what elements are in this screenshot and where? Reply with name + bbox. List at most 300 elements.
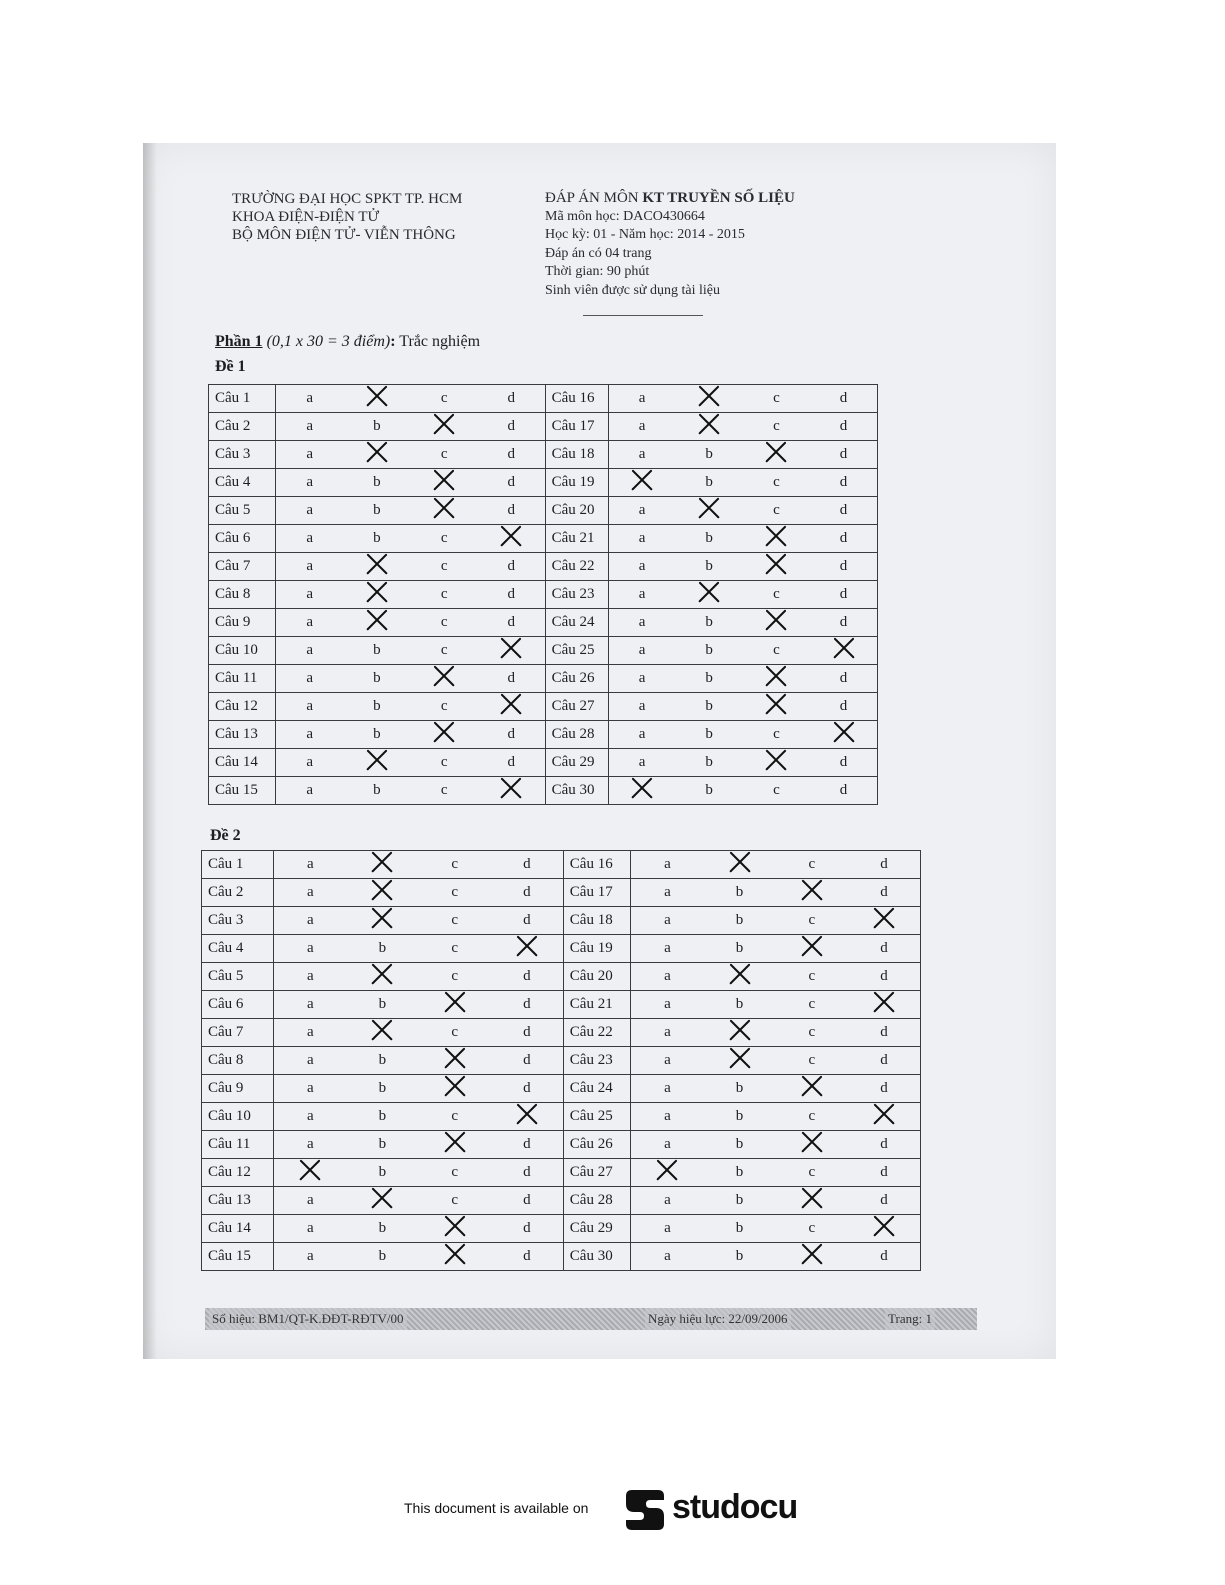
option-b: b	[703, 1131, 775, 1159]
cross-mark-icon	[370, 907, 394, 929]
cross-mark-icon	[298, 1159, 322, 1181]
option-c: c	[410, 525, 477, 553]
answer-key-title	[545, 189, 795, 208]
selected-answer-mark	[410, 497, 477, 525]
option-b: b	[703, 935, 775, 963]
cross-mark-icon	[443, 1047, 467, 1069]
cross-mark-icon	[630, 777, 654, 799]
selected-answer-mark	[410, 469, 477, 497]
cross-mark-icon	[499, 525, 523, 547]
option-b: b	[675, 525, 742, 553]
option-d: d	[491, 1187, 563, 1215]
selected-answer-mark	[810, 721, 877, 749]
question-label: Câu 24	[563, 1075, 631, 1103]
option-d: d	[491, 1075, 563, 1103]
page-number: Trang: 1	[885, 1308, 935, 1330]
cross-mark-icon	[443, 1243, 467, 1265]
option-a: a	[276, 665, 343, 693]
selected-answer-mark	[478, 637, 545, 665]
option-a: a	[276, 385, 343, 413]
option-a: a	[274, 1243, 346, 1271]
option-d: d	[810, 525, 877, 553]
selected-answer-mark	[631, 1159, 703, 1187]
selected-answer-mark	[343, 441, 410, 469]
cross-mark-icon	[800, 1075, 824, 1097]
question-label: Câu 24	[545, 609, 608, 637]
question-label: Câu 17	[545, 413, 608, 441]
option-b: b	[346, 1159, 418, 1187]
selected-answer-mark	[776, 935, 848, 963]
option-a: a	[608, 665, 675, 693]
page-edge-shadow	[143, 143, 157, 1359]
selected-answer-mark	[478, 777, 545, 805]
option-b: b	[343, 777, 410, 805]
option-d: d	[848, 1047, 920, 1075]
question-label: Câu 5	[202, 963, 274, 991]
option-d: d	[848, 935, 920, 963]
question-label: Câu 4	[202, 935, 274, 963]
selected-answer-mark	[346, 1019, 418, 1047]
option-d: d	[491, 879, 563, 907]
option-d: d	[810, 609, 877, 637]
selected-answer-mark	[419, 1243, 491, 1271]
option-b: b	[343, 637, 410, 665]
option-d: d	[810, 777, 877, 805]
option-a: a	[274, 907, 346, 935]
question-label: Câu 27	[545, 693, 608, 721]
selected-answer-mark	[419, 1215, 491, 1243]
selected-answer-mark	[343, 749, 410, 777]
studocu-brand: studocu	[672, 1488, 798, 1526]
form-number: Số hiệu: BM1/QT-K.ĐĐT-RĐTV/00	[209, 1308, 407, 1330]
option-a: a	[276, 497, 343, 525]
option-a: a	[276, 441, 343, 469]
question-label: Câu 9	[202, 1075, 274, 1103]
question-label: Câu 6	[202, 991, 274, 1019]
studocu-logo-icon	[622, 1486, 668, 1539]
option-d: d	[491, 1047, 563, 1075]
option-c: c	[776, 1215, 848, 1243]
option-a: a	[276, 581, 343, 609]
option-c: c	[419, 935, 491, 963]
option-b: b	[675, 749, 742, 777]
option-d: d	[491, 1131, 563, 1159]
scanned-page	[143, 143, 1056, 1359]
selected-answer-mark	[491, 935, 563, 963]
answer-row	[202, 1131, 921, 1159]
option-b: b	[346, 1243, 418, 1271]
option-d: d	[848, 1159, 920, 1187]
question-label: Câu 29	[545, 749, 608, 777]
question-label: Câu 19	[545, 469, 608, 497]
option-d: d	[848, 1131, 920, 1159]
question-label: Câu 14	[202, 1215, 274, 1243]
selected-answer-mark	[491, 1103, 563, 1131]
option-c: c	[776, 991, 848, 1019]
selected-answer-mark	[743, 665, 810, 693]
materials-note: Sinh viên được sử dụng tài liệu	[545, 282, 721, 298]
answer-row	[202, 935, 921, 963]
option-a: a	[608, 553, 675, 581]
question-label: Câu 2	[202, 879, 274, 907]
option-c: c	[410, 441, 477, 469]
option-d: d	[810, 385, 877, 413]
selected-answer-mark	[410, 721, 477, 749]
option-b: b	[346, 1075, 418, 1103]
option-a: a	[608, 693, 675, 721]
cross-mark-icon	[764, 553, 788, 575]
cross-mark-icon	[365, 581, 389, 603]
answer-row	[202, 1243, 921, 1271]
cross-mark-icon	[728, 1047, 752, 1069]
selected-answer-mark	[776, 1075, 848, 1103]
option-d: d	[491, 851, 563, 879]
option-d: d	[848, 1187, 920, 1215]
answer-row	[202, 879, 921, 907]
option-c: c	[410, 777, 477, 805]
option-d: d	[491, 991, 563, 1019]
option-d: d	[478, 609, 545, 637]
question-label: Câu 29	[563, 1215, 631, 1243]
option-b: b	[346, 991, 418, 1019]
option-c: c	[410, 749, 477, 777]
selected-answer-mark	[410, 413, 477, 441]
question-label: Câu 19	[563, 935, 631, 963]
cross-mark-icon	[370, 879, 394, 901]
option-a: a	[274, 1215, 346, 1243]
question-label: Câu 22	[545, 553, 608, 581]
option-d: d	[491, 1159, 563, 1187]
answer-row	[209, 469, 878, 497]
answer-row	[202, 1047, 921, 1075]
option-d: d	[810, 441, 877, 469]
option-b: b	[703, 1187, 775, 1215]
option-b: b	[675, 721, 742, 749]
selected-answer-mark	[346, 1187, 418, 1215]
option-c: c	[419, 1019, 491, 1047]
question-label: Câu 1	[202, 851, 274, 879]
selected-answer-mark	[848, 1103, 920, 1131]
answer-row	[202, 963, 921, 991]
cross-mark-icon	[800, 879, 824, 901]
option-b: b	[675, 777, 742, 805]
option-d: d	[810, 413, 877, 441]
selected-answer-mark	[343, 553, 410, 581]
exam-2-label: Đề 2	[210, 827, 241, 844]
exam-2-answer-table	[201, 850, 921, 1271]
selected-answer-mark	[743, 441, 810, 469]
option-c: c	[776, 1159, 848, 1187]
selected-answer-mark	[608, 469, 675, 497]
selected-answer-mark	[478, 525, 545, 553]
answer-row	[209, 609, 878, 637]
cross-mark-icon	[370, 1187, 394, 1209]
cross-mark-icon	[432, 469, 456, 491]
option-d: d	[478, 497, 545, 525]
answer-row	[209, 441, 878, 469]
option-d: d	[478, 441, 545, 469]
option-a: a	[276, 637, 343, 665]
option-d: d	[810, 693, 877, 721]
cross-mark-icon	[365, 749, 389, 771]
question-label: Câu 8	[209, 581, 276, 609]
selected-answer-mark	[848, 907, 920, 935]
selected-answer-mark	[703, 851, 775, 879]
option-c: c	[743, 385, 810, 413]
cross-mark-icon	[432, 721, 456, 743]
cross-mark-icon	[872, 907, 896, 929]
selected-answer-mark	[346, 963, 418, 991]
answer-row	[209, 497, 878, 525]
answer-row	[209, 553, 878, 581]
option-c: c	[743, 721, 810, 749]
cross-mark-icon	[370, 963, 394, 985]
cross-mark-icon	[365, 385, 389, 407]
option-b: b	[703, 1075, 775, 1103]
option-a: a	[276, 721, 343, 749]
effective-date: Ngày hiệu lực: 22/09/2006	[645, 1308, 791, 1330]
option-a: a	[608, 525, 675, 553]
part-label: Phần 1	[215, 333, 263, 350]
cross-mark-icon	[832, 721, 856, 743]
cross-mark-icon	[728, 1019, 752, 1041]
option-b: b	[703, 907, 775, 935]
option-b: b	[703, 991, 775, 1019]
option-b: b	[346, 1215, 418, 1243]
option-d: d	[478, 665, 545, 693]
part-type: Trắc nghiệm	[395, 333, 481, 350]
option-a: a	[608, 609, 675, 637]
option-c: c	[410, 581, 477, 609]
option-d: d	[478, 413, 545, 441]
answer-row	[209, 693, 878, 721]
cross-mark-icon	[515, 935, 539, 957]
exam-1-label: Đề 1	[215, 358, 246, 375]
option-a: a	[631, 907, 703, 935]
option-b: b	[343, 665, 410, 693]
selected-answer-mark	[776, 1187, 848, 1215]
question-label: Câu 21	[545, 525, 608, 553]
selected-answer-mark	[810, 637, 877, 665]
option-a: a	[274, 879, 346, 907]
question-label: Câu 16	[563, 851, 631, 879]
option-c: c	[410, 609, 477, 637]
option-b: b	[675, 665, 742, 693]
selected-answer-mark	[675, 581, 742, 609]
cross-mark-icon	[697, 497, 721, 519]
question-label: Câu 1	[209, 385, 276, 413]
option-a: a	[631, 963, 703, 991]
option-d: d	[491, 1215, 563, 1243]
option-b: b	[675, 609, 742, 637]
option-a: a	[631, 1075, 703, 1103]
question-label: Câu 26	[545, 665, 608, 693]
cross-mark-icon	[800, 1131, 824, 1153]
option-d: d	[810, 469, 877, 497]
question-label: Câu 3	[202, 907, 274, 935]
option-c: c	[419, 1103, 491, 1131]
question-label: Câu 7	[209, 553, 276, 581]
option-d: d	[848, 963, 920, 991]
answer-row	[209, 749, 878, 777]
option-b: b	[703, 1215, 775, 1243]
question-label: Câu 23	[545, 581, 608, 609]
cross-mark-icon	[443, 1131, 467, 1153]
option-c: c	[776, 1047, 848, 1075]
title-prefix: ĐÁP ÁN MÔN	[545, 190, 643, 206]
option-a: a	[608, 637, 675, 665]
exam-1-answer-table	[208, 384, 878, 805]
selected-answer-mark	[419, 1131, 491, 1159]
option-a: a	[274, 1047, 346, 1075]
option-a: a	[276, 693, 343, 721]
option-c: c	[743, 777, 810, 805]
cross-mark-icon	[800, 1187, 824, 1209]
selected-answer-mark	[703, 963, 775, 991]
option-d: d	[491, 1019, 563, 1047]
answer-row	[202, 1215, 921, 1243]
selected-answer-mark	[346, 879, 418, 907]
option-c: c	[743, 497, 810, 525]
cross-mark-icon	[872, 1103, 896, 1125]
selected-answer-mark	[419, 1075, 491, 1103]
question-label: Câu 30	[563, 1243, 631, 1271]
option-c: c	[743, 581, 810, 609]
part-colon: :	[390, 333, 396, 350]
cross-mark-icon	[432, 665, 456, 687]
option-a: a	[608, 581, 675, 609]
question-label: Câu 23	[563, 1047, 631, 1075]
option-a: a	[274, 1131, 346, 1159]
option-c: c	[410, 553, 477, 581]
option-d: d	[491, 1243, 563, 1271]
option-c: c	[410, 693, 477, 721]
cross-mark-icon	[499, 637, 523, 659]
cross-mark-icon	[443, 1215, 467, 1237]
question-label: Câu 25	[563, 1103, 631, 1131]
cross-mark-icon	[365, 441, 389, 463]
studocu-banner[interactable]	[404, 1486, 824, 1534]
cross-mark-icon	[370, 1019, 394, 1041]
option-b: b	[675, 441, 742, 469]
question-label: Câu 6	[209, 525, 276, 553]
option-b: b	[675, 553, 742, 581]
question-label: Câu 4	[209, 469, 276, 497]
question-label: Câu 21	[563, 991, 631, 1019]
option-b: b	[675, 469, 742, 497]
option-a: a	[274, 963, 346, 991]
selected-answer-mark	[478, 693, 545, 721]
cross-mark-icon	[764, 665, 788, 687]
option-d: d	[848, 1019, 920, 1047]
option-d: d	[478, 581, 545, 609]
option-b: b	[346, 935, 418, 963]
selected-answer-mark	[343, 385, 410, 413]
selected-answer-mark	[703, 1047, 775, 1075]
option-d: d	[810, 665, 877, 693]
selected-answer-mark	[274, 1159, 346, 1187]
question-label: Câu 9	[209, 609, 276, 637]
selected-answer-mark	[346, 907, 418, 935]
cross-mark-icon	[365, 553, 389, 575]
cross-mark-icon	[800, 935, 824, 957]
cross-mark-icon	[697, 413, 721, 435]
answer-row	[209, 637, 878, 665]
answer-row	[202, 1159, 921, 1187]
option-a: a	[631, 1047, 703, 1075]
option-b: b	[675, 693, 742, 721]
cross-mark-icon	[800, 1243, 824, 1265]
option-a: a	[276, 525, 343, 553]
question-label: Câu 26	[563, 1131, 631, 1159]
option-d: d	[848, 851, 920, 879]
option-c: c	[776, 907, 848, 935]
option-c: c	[419, 1159, 491, 1187]
option-d: d	[848, 879, 920, 907]
question-label: Câu 22	[563, 1019, 631, 1047]
answer-row	[202, 1103, 921, 1131]
option-a: a	[608, 385, 675, 413]
answer-row	[202, 1187, 921, 1215]
university-name: TRƯỜNG ĐẠI HỌC SPKT TP. HCM	[232, 191, 463, 207]
option-b: b	[703, 1159, 775, 1187]
option-a: a	[274, 1075, 346, 1103]
option-a: a	[276, 413, 343, 441]
cross-mark-icon	[499, 693, 523, 715]
option-c: c	[776, 1103, 848, 1131]
option-a: a	[276, 609, 343, 637]
option-a: a	[631, 1215, 703, 1243]
selected-answer-mark	[608, 777, 675, 805]
cross-mark-icon	[832, 637, 856, 659]
answer-row	[202, 1075, 921, 1103]
answer-row	[202, 1019, 921, 1047]
page-count: Đáp án có 04 trang	[545, 245, 652, 261]
option-c: c	[419, 1187, 491, 1215]
option-a: a	[608, 749, 675, 777]
selected-answer-mark	[343, 609, 410, 637]
option-c: c	[419, 907, 491, 935]
option-a: a	[276, 777, 343, 805]
selected-answer-mark	[343, 581, 410, 609]
option-c: c	[410, 637, 477, 665]
option-d: d	[810, 581, 877, 609]
faculty-name: KHOA ĐIỆN-ĐIỆN TỬ	[232, 209, 380, 225]
option-a: a	[631, 879, 703, 907]
question-label: Câu 18	[563, 907, 631, 935]
option-a: a	[631, 1131, 703, 1159]
question-label: Câu 8	[202, 1047, 274, 1075]
option-b: b	[343, 497, 410, 525]
question-label: Câu 7	[202, 1019, 274, 1047]
selected-answer-mark	[703, 1019, 775, 1047]
answer-row	[209, 665, 878, 693]
option-d: d	[478, 721, 545, 749]
cross-mark-icon	[443, 991, 467, 1013]
question-label: Câu 12	[209, 693, 276, 721]
option-b: b	[703, 1243, 775, 1271]
answer-row	[209, 525, 878, 553]
option-c: c	[776, 851, 848, 879]
question-label: Câu 27	[563, 1159, 631, 1187]
cross-mark-icon	[697, 581, 721, 603]
cross-mark-icon	[872, 991, 896, 1013]
selected-answer-mark	[848, 1215, 920, 1243]
selected-answer-mark	[675, 385, 742, 413]
option-d: d	[491, 963, 563, 991]
option-a: a	[274, 991, 346, 1019]
option-b: b	[346, 1131, 418, 1159]
